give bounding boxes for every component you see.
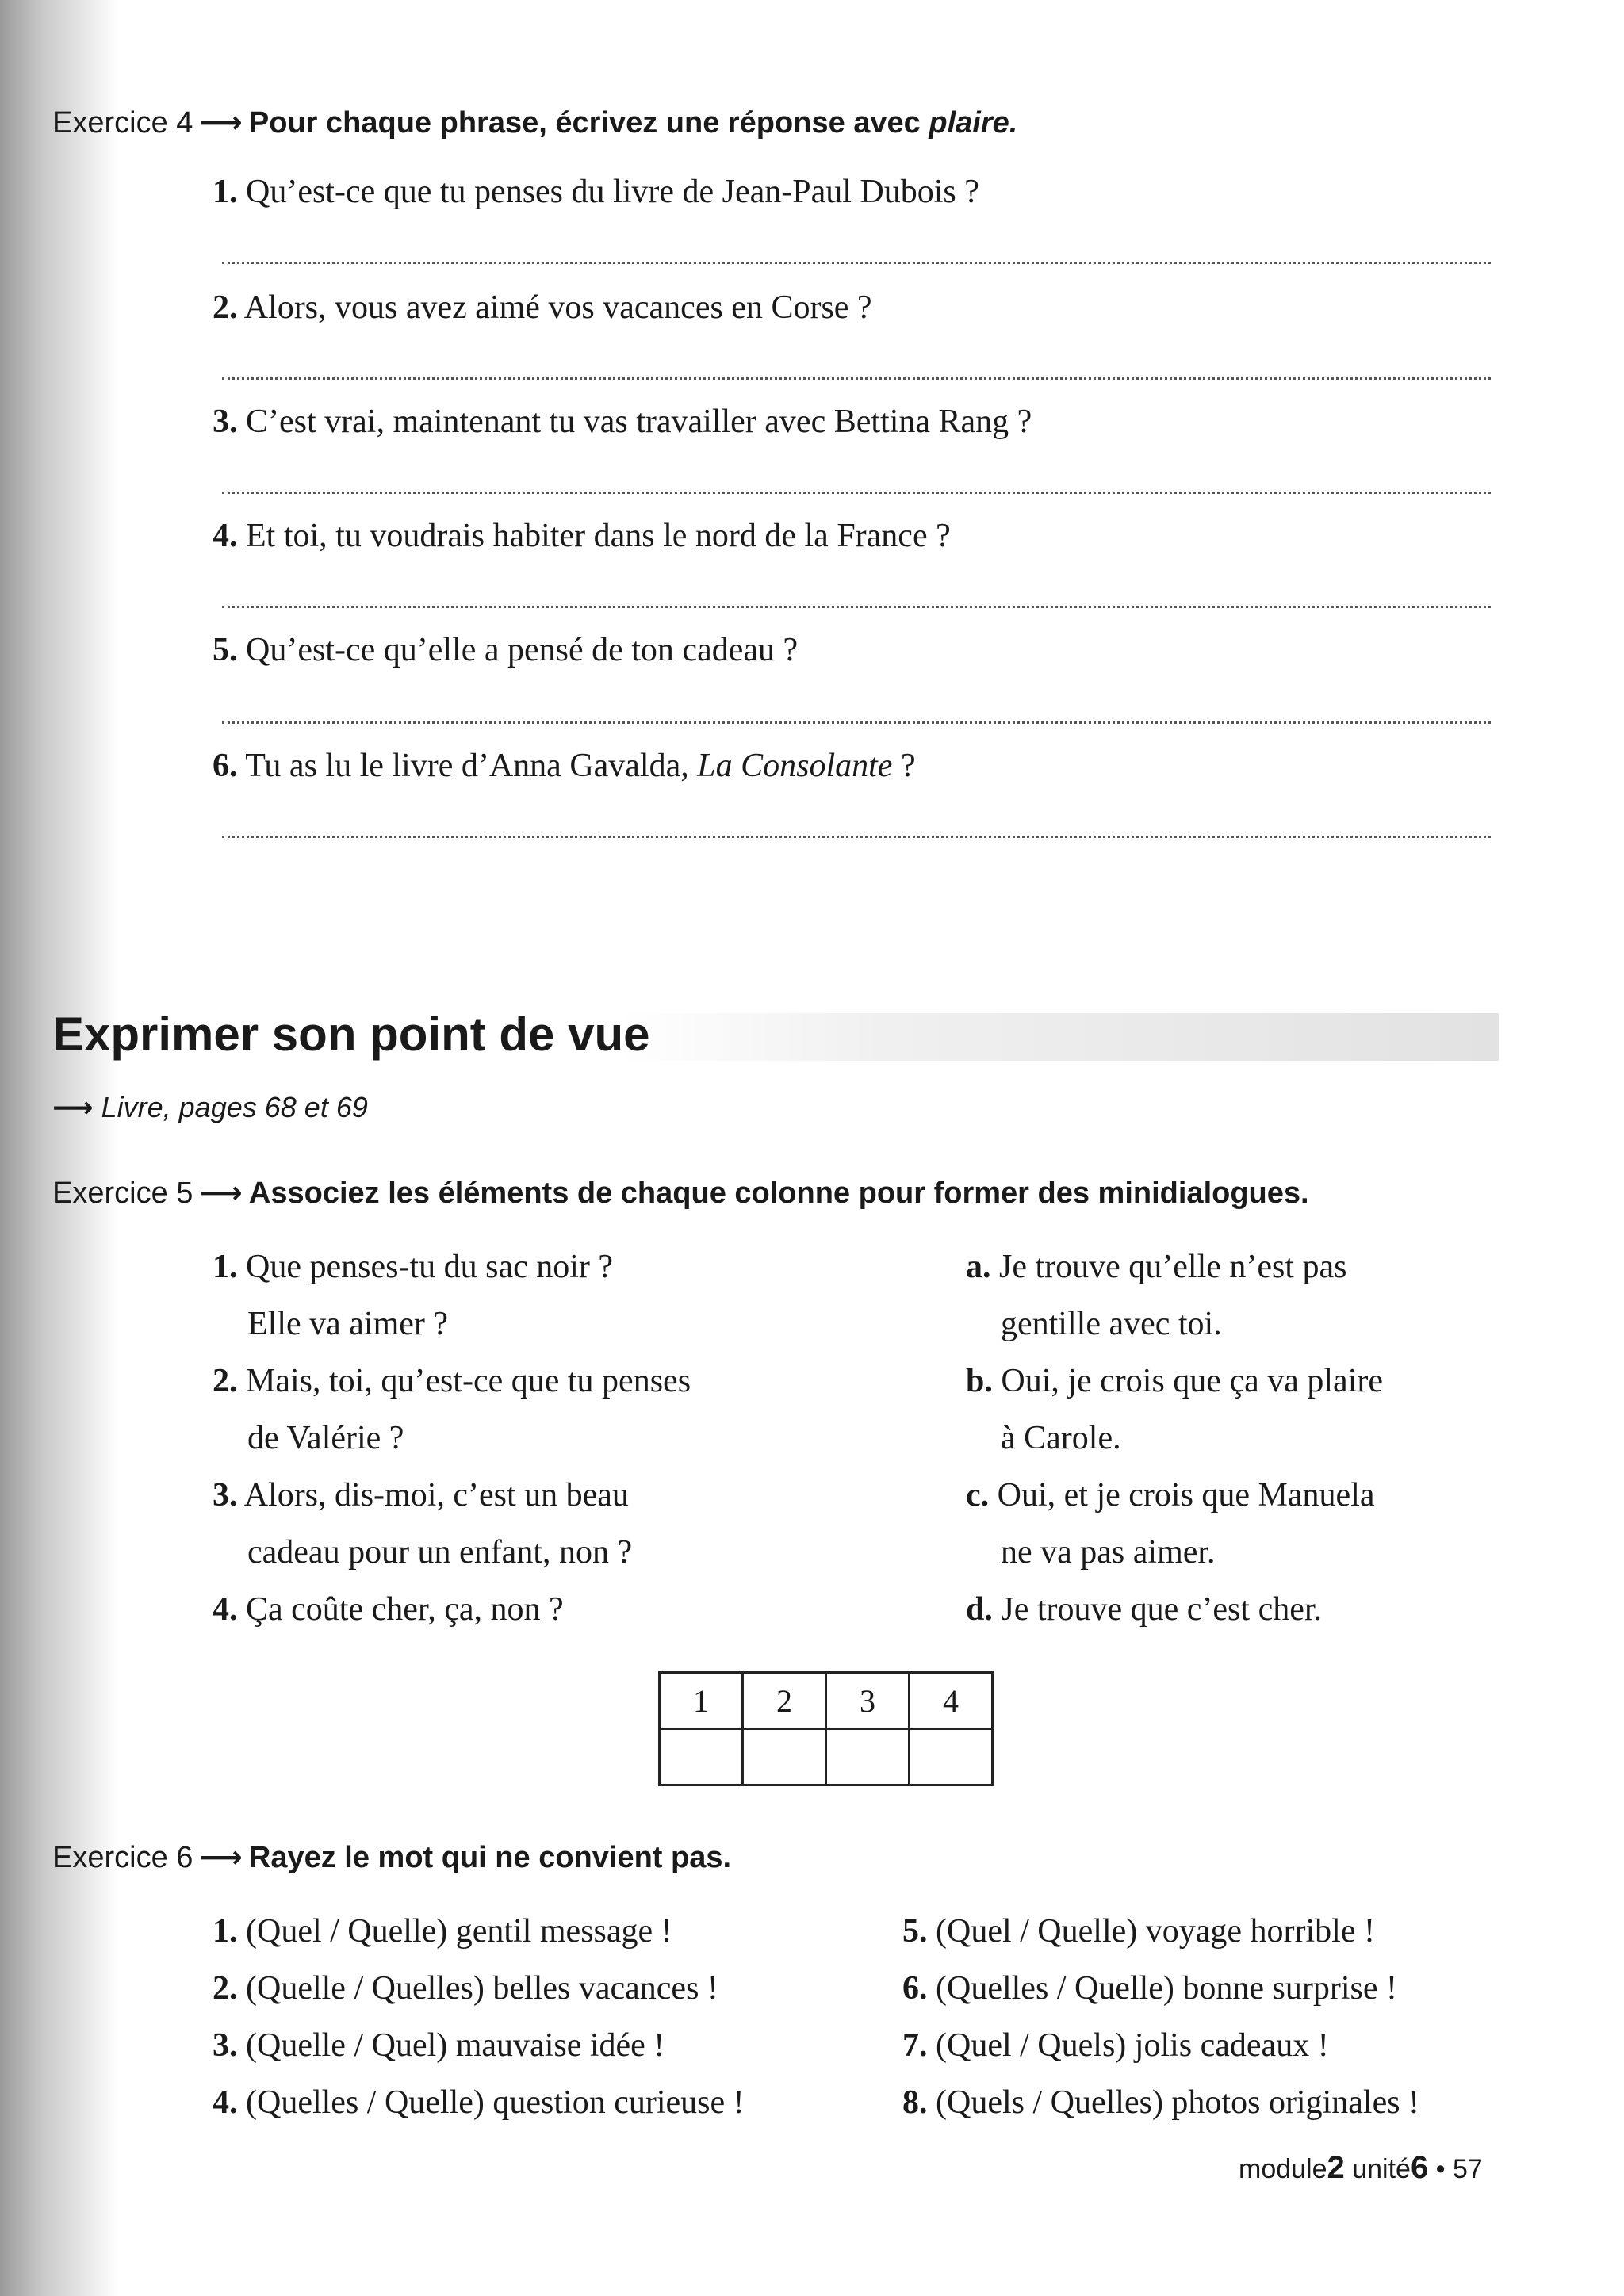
exercise-4-question-5	[213, 631, 798, 669]
exercise-4-question-6	[213, 747, 916, 785]
exercise-4-instruction: Pour chaque phrase, écrivez une réponse avec	[248, 106, 921, 140]
item-text: Mais, toi, qu’est-ce que tu penses	[246, 1363, 691, 1399]
exercise-6-label: Exercice 6	[52, 1841, 193, 1874]
question-text: Et toi, tu voudrais habiter dans le nord de la France ?	[246, 518, 951, 554]
list-item-continued: à Carole.	[1001, 1420, 1121, 1456]
item-text[interactable]: (Quelles / Quelle) bonne surprise !	[936, 1970, 1397, 2007]
item-text: Oui, je crois que ça va plaire	[1001, 1363, 1383, 1399]
footer-unit-label: unité	[1352, 2154, 1411, 2184]
question-number: 5.	[213, 632, 238, 668]
item-text[interactable]: (Quel / Quelle) gentil message !	[246, 1913, 672, 1950]
page-number: 57	[1453, 2154, 1483, 2184]
answer-grid-input-row	[660, 1729, 993, 1785]
answer-line-4[interactable]	[222, 606, 1491, 608]
exercise-6-right-column	[902, 1903, 1419, 2131]
item-text: Ça coûte cher, ça, non ?	[246, 1591, 564, 1628]
list-item	[213, 1581, 691, 1638]
question-number: 6.	[213, 748, 238, 784]
item-text[interactable]: (Quelles / Quelle) question curieuse !	[246, 2084, 745, 2121]
item-text: Que penses-tu du sac noir ?	[246, 1249, 614, 1285]
list-item	[966, 1581, 1383, 1638]
item-text: Je trouve qu’elle n’est pas	[999, 1249, 1347, 1285]
list-item	[966, 1353, 1383, 1410]
exercise-6-instruction: Rayez le mot qui ne convient pas.	[248, 1841, 732, 1874]
footer-module-number: 2	[1327, 2150, 1345, 2185]
item-number: 2.	[213, 1363, 238, 1399]
item-text[interactable]: (Quel / Quelle) voyage horrible !	[936, 1913, 1375, 1950]
page-gutter-shadow	[0, 0, 119, 2296]
item-number: 3.	[213, 1477, 238, 1513]
exercise-5-title	[52, 1175, 1309, 1211]
item-number: 4.	[213, 1591, 238, 1628]
answer-line-2[interactable]	[222, 377, 1491, 380]
exercise-4-question-4	[213, 517, 951, 555]
list-item	[966, 1467, 1383, 1524]
item-text: Je trouve que c’est cher.	[1001, 1591, 1323, 1628]
question-text: Tu as lu le livre d’Anna Gavalda,	[245, 748, 689, 784]
question-text: Alors, vous avez aimé vos vacances en Corse ?	[243, 289, 872, 326]
list-item-continued: gentille avec toi.	[1001, 1306, 1222, 1342]
question-number: 1.	[213, 174, 238, 210]
item-number: 7.	[902, 2027, 928, 2064]
footer-unit-number: 6	[1410, 2150, 1429, 2185]
answer-line-5[interactable]	[222, 721, 1491, 724]
answer-grid-header: 4	[910, 1673, 993, 1729]
answer-line-6[interactable]	[222, 836, 1491, 838]
list-item	[902, 2017, 1419, 2074]
footer-module-label: module	[1239, 2154, 1327, 2184]
list-item	[213, 1903, 745, 1960]
exercise-4-label: Exercice 4	[52, 106, 193, 140]
item-number: 2.	[213, 1970, 238, 2007]
answer-grid	[658, 1671, 994, 1786]
item-number: 4.	[213, 2084, 238, 2121]
book-reference-text: Livre, pages 68 et 69	[101, 1091, 368, 1123]
exercise-5-left-column	[213, 1238, 691, 1638]
list-item	[902, 1903, 1419, 1960]
list-item-continued: ne va pas aimer.	[1001, 1534, 1216, 1571]
exercise-5-right-column	[966, 1238, 1383, 1638]
item-letter: d.	[966, 1591, 993, 1628]
exercise-4-question-2	[213, 289, 872, 327]
section-title: Exprimer son point de vue	[52, 1008, 650, 1061]
arrow-icon: ⟶	[199, 106, 243, 140]
list-item-continued: Elle va aimer ?	[247, 1306, 449, 1342]
exercise-6-left-column	[213, 1903, 745, 2131]
item-number: 8.	[902, 2084, 928, 2121]
list-item	[213, 1467, 691, 1524]
item-number: 5.	[902, 1913, 928, 1950]
answer-grid-header: 1	[660, 1673, 743, 1729]
answer-line-1[interactable]	[222, 262, 1491, 264]
answer-cell[interactable]	[910, 1729, 993, 1785]
item-text[interactable]: (Quel / Quels) jolis cadeaux !	[936, 2027, 1329, 2064]
item-letter: c.	[966, 1477, 990, 1513]
item-number: 1.	[213, 1249, 238, 1285]
answer-grid-header: 3	[826, 1673, 910, 1729]
list-item	[213, 2074, 745, 2131]
item-number: 3.	[213, 2027, 238, 2064]
bullet-icon: •	[1435, 2154, 1446, 2184]
question-number: 2.	[213, 289, 238, 326]
answer-cell[interactable]	[743, 1729, 826, 1785]
list-item	[213, 1238, 691, 1295]
book-title: La Consolante	[697, 748, 893, 784]
exercise-4-instruction-italic: plaire.	[929, 106, 1018, 140]
section-header-bar	[619, 1013, 1499, 1061]
item-letter: b.	[966, 1363, 993, 1399]
answer-cell[interactable]	[826, 1729, 910, 1785]
item-number: 1.	[213, 1913, 238, 1950]
exercise-4-question-1	[213, 173, 979, 211]
list-item	[902, 1960, 1419, 2017]
book-reference	[52, 1091, 368, 1124]
arrow-icon: ⟶	[52, 1091, 94, 1123]
item-text[interactable]: (Quelle / Quelles) belles vacances !	[246, 1970, 718, 2007]
list-item	[213, 2017, 745, 2074]
question-text: Qu’est-ce qu’elle a pensé de ton cadeau ?	[246, 632, 799, 668]
exercise-4-question-3	[213, 403, 1032, 441]
item-number: 6.	[902, 1970, 928, 2007]
list-item	[902, 2074, 1419, 2131]
list-item	[213, 1960, 745, 2017]
exercise-5-instruction: Associez les éléments de chaque colonne pour former des minidialogues.	[248, 1177, 1309, 1210]
exercise-6-title	[52, 1839, 731, 1875]
item-text: Alors, dis-moi, c’est un beau	[243, 1477, 629, 1513]
list-item	[213, 1353, 691, 1410]
item-text[interactable]: (Quelle / Quel) mauvaise idée !	[246, 2027, 665, 2064]
arrow-icon: ⟶	[199, 1177, 243, 1210]
answer-grid-header: 2	[743, 1673, 826, 1729]
exercise-5-label: Exercice 5	[52, 1177, 193, 1210]
list-item-continued: cadeau pour un enfant, non ?	[247, 1534, 633, 1571]
question-number: 4.	[213, 518, 238, 554]
item-text[interactable]: (Quels / Quelles) photos originales !	[936, 2084, 1420, 2121]
question-end: ?	[892, 748, 916, 784]
answer-cell[interactable]	[660, 1729, 743, 1785]
arrow-icon: ⟶	[199, 1841, 243, 1874]
question-number: 3.	[213, 404, 238, 440]
exercise-4-title	[52, 105, 1017, 140]
answer-line-3[interactable]	[222, 492, 1491, 494]
question-text: C’est vrai, maintenant tu vas travailler avec Bettina Rang ?	[246, 404, 1032, 440]
answer-grid-header-row	[660, 1673, 993, 1729]
item-letter: a.	[966, 1249, 991, 1285]
question-text: Qu’est-ce que tu penses du livre de Jean-Paul Dubois ?	[246, 174, 979, 210]
item-text: Oui, et je crois que Manuela	[997, 1477, 1375, 1513]
page-footer	[1239, 2150, 1483, 2186]
list-item-continued: de Valérie ?	[247, 1420, 404, 1456]
list-item	[966, 1238, 1383, 1295]
